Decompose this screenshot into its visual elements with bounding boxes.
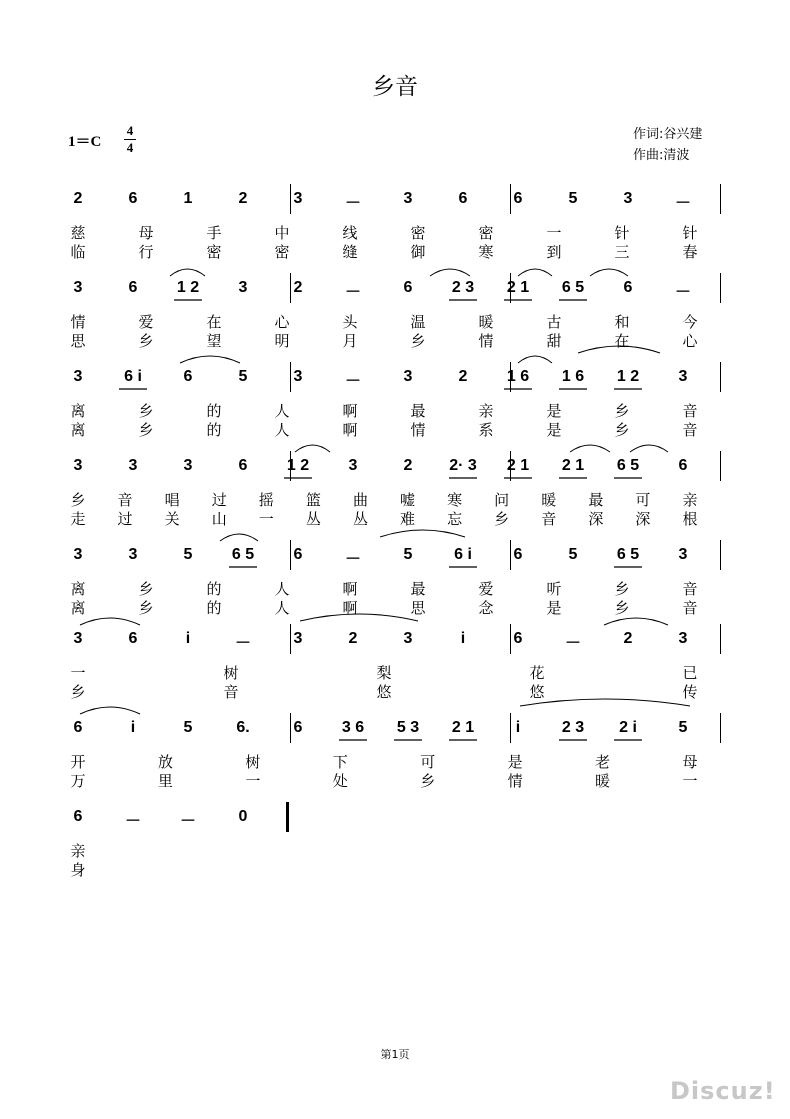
lyric-1: 密 <box>410 224 426 242</box>
slur <box>170 269 205 276</box>
note: 2 <box>403 457 413 474</box>
lyric-1: 开 <box>70 753 86 771</box>
note: 6 <box>513 190 523 207</box>
slur <box>630 445 668 452</box>
note: 6. <box>236 719 250 736</box>
lyric-2: 密 <box>206 243 222 261</box>
note: － <box>674 195 692 212</box>
lyric-1: 乡 <box>70 491 86 509</box>
lyric-1: 啊 <box>342 580 358 598</box>
lyric-1: 最 <box>588 491 604 509</box>
note: 0 <box>238 808 248 825</box>
lyric-2: 一 <box>258 510 274 528</box>
lyric-2: 丛 <box>305 510 321 528</box>
lyric-1: 树 <box>245 753 261 771</box>
lyric-2: 啊 <box>342 599 358 617</box>
lyric-1: 下 <box>332 753 348 771</box>
slur <box>518 356 552 363</box>
note: 6 <box>623 279 633 296</box>
note: 3 <box>678 368 688 385</box>
lyric-1: 音 <box>117 491 133 509</box>
lyric-1: 老 <box>595 753 611 771</box>
time-signature-top: 4 <box>126 123 134 138</box>
lyric-1: 爱 <box>478 580 494 598</box>
lyric-1: 梨 <box>376 664 392 682</box>
lyric-1: 已 <box>682 664 698 682</box>
lyric-2: 离 <box>70 599 86 617</box>
note: 3 <box>348 457 358 474</box>
note: 2· 3 <box>449 457 477 474</box>
note: 1 6 <box>561 368 585 385</box>
note: － <box>344 373 362 390</box>
lyric-2: 思 <box>410 599 426 617</box>
note: 6 <box>73 808 83 825</box>
lyric-2: 传 <box>682 683 698 701</box>
note: 2 1 <box>561 457 585 474</box>
note: 1 <box>183 190 193 207</box>
note: 3 <box>183 457 193 474</box>
slur <box>570 445 610 452</box>
lyric-1: 树 <box>223 664 239 682</box>
lyric-1: 乡 <box>138 580 154 598</box>
lyric-2: 忘 <box>447 510 463 528</box>
note: 2 <box>293 279 303 296</box>
note: 6 <box>513 630 523 647</box>
lyric-1: 母 <box>682 753 698 771</box>
note: 5 <box>183 546 193 563</box>
lyric-2: 望 <box>206 332 222 350</box>
lyric-1: 听 <box>546 580 562 598</box>
slur <box>80 618 140 625</box>
lyric-1: 的 <box>206 402 222 420</box>
lyric-2: 深 <box>635 510 651 528</box>
lyric-2: 乡 <box>70 683 86 701</box>
note: 6 5 <box>616 457 640 474</box>
lyric-1: 曲 <box>352 491 368 509</box>
lyric-2: 乡 <box>410 332 426 350</box>
note: 1 2 <box>286 457 310 474</box>
note: 3 <box>403 190 413 207</box>
slur <box>80 707 140 714</box>
note: － <box>674 284 692 301</box>
note: 2 1 <box>506 457 530 474</box>
lyric-2: 处 <box>332 772 348 790</box>
lyric-2: 关 <box>164 510 180 528</box>
watermark: Discuz! <box>670 1077 776 1105</box>
slur <box>518 269 552 276</box>
lyric-1: 的 <box>206 580 222 598</box>
lyric-1: 音 <box>682 402 698 420</box>
lyric-1: 乡 <box>614 580 630 598</box>
lyric-1: 嘘 <box>400 491 416 509</box>
lyric-1: 亲 <box>70 842 86 860</box>
lyric-2: 过 <box>117 510 133 528</box>
note: 6 <box>73 719 83 736</box>
slur <box>380 530 465 537</box>
key-label: 1＝C <box>68 134 102 150</box>
lyric-1: 是 <box>546 402 562 420</box>
lyric-1: 慈 <box>70 224 86 242</box>
lyric-2: 根 <box>682 510 698 528</box>
note: － <box>124 813 142 830</box>
lyric-2: 啊 <box>342 421 358 439</box>
lyricist-credit: 作词:谷兴建 <box>633 127 703 142</box>
lyric-1: 可 <box>420 753 436 771</box>
lyric-2: 缝 <box>342 243 358 261</box>
note: 3 <box>403 630 413 647</box>
song-title: 乡音 <box>372 74 418 100</box>
note: 5 <box>183 719 193 736</box>
lyric-2: 到 <box>546 243 562 261</box>
slur <box>180 356 240 363</box>
lyric-1: 乡 <box>614 402 630 420</box>
lyric-1: 一 <box>546 224 562 242</box>
lyric-2: 是 <box>546 421 562 439</box>
note: 6 <box>403 279 413 296</box>
lyric-1: 温 <box>410 313 426 331</box>
lyric-2: 的 <box>206 421 222 439</box>
lyric-1: 暖 <box>478 313 494 331</box>
lyric-2: 月 <box>342 332 358 350</box>
lyric-1: 唱 <box>164 491 180 509</box>
note: 3 <box>293 368 303 385</box>
lyric-2: 难 <box>400 510 416 528</box>
slur <box>590 269 628 276</box>
slur <box>604 618 668 625</box>
note: 3 <box>73 546 83 563</box>
lyric-2: 的 <box>206 599 222 617</box>
lyric-1: 最 <box>410 580 426 598</box>
note: 6 <box>513 546 523 563</box>
note: － <box>179 813 197 830</box>
lyric-1: 亲 <box>478 402 494 420</box>
lyric-2: 里 <box>157 772 173 790</box>
note: 3 <box>128 546 138 563</box>
lyric-1: 爱 <box>138 313 154 331</box>
lyric-2: 情 <box>507 772 523 790</box>
note: 1 2 <box>176 279 200 296</box>
note: 2 1 <box>451 719 475 736</box>
lyric-2: 乡 <box>420 772 436 790</box>
lyric-2: 情 <box>478 332 494 350</box>
note: i <box>185 630 191 647</box>
lyric-1: 手 <box>206 224 222 242</box>
note: 6 <box>238 457 248 474</box>
lyric-1: 古 <box>546 313 562 331</box>
lyric-2: 音 <box>682 599 698 617</box>
lyric-1: 一 <box>70 664 86 682</box>
lyric-2: 深 <box>588 510 604 528</box>
lyric-2: 乡 <box>494 510 510 528</box>
lyric-2: 乡 <box>138 421 154 439</box>
note: 2 3 <box>451 279 475 296</box>
lyric-1: 啊 <box>342 402 358 420</box>
lyric-1: 人 <box>274 580 290 598</box>
note: 5 <box>238 368 248 385</box>
lyric-2: 乡 <box>614 421 630 439</box>
lyric-1: 情 <box>70 313 86 331</box>
note: 3 <box>623 190 633 207</box>
lyric-1: 乡 <box>138 402 154 420</box>
note: 6 <box>128 279 138 296</box>
lyric-1: 离 <box>70 402 86 420</box>
lyric-2: 悠 <box>376 683 392 701</box>
note: 6 5 <box>561 279 585 296</box>
lyric-2: 一 <box>245 772 261 790</box>
lyric-2: 音 <box>682 421 698 439</box>
slur <box>578 346 660 353</box>
note: － <box>344 284 362 301</box>
note: 3 <box>128 457 138 474</box>
note: 2 <box>623 630 633 647</box>
time-signature-bottom: 4 <box>126 140 134 155</box>
lyric-2: 行 <box>138 243 154 261</box>
lyric-1: 可 <box>635 491 651 509</box>
note: － <box>234 635 252 652</box>
note: 5 <box>568 546 578 563</box>
lyric-2: 人 <box>274 599 290 617</box>
note: 3 <box>238 279 248 296</box>
lyric-2: 人 <box>274 421 290 439</box>
note: 6 <box>293 546 303 563</box>
lyric-2: 悠 <box>529 683 545 701</box>
note: 6 <box>128 630 138 647</box>
note: 2 <box>73 190 83 207</box>
note: 3 <box>73 279 83 296</box>
note: 3 <box>403 368 413 385</box>
lyric-1: 密 <box>478 224 494 242</box>
lyric-1: 和 <box>614 313 630 331</box>
lyric-2: 临 <box>70 243 86 261</box>
lyric-2: 暖 <box>595 772 611 790</box>
slur <box>220 534 258 541</box>
slur <box>520 699 690 706</box>
lyric-1: 放 <box>157 753 173 771</box>
lyric-2: 心 <box>682 332 698 350</box>
lyric-2: 音 <box>223 683 239 701</box>
lyric-2: 明 <box>274 332 290 350</box>
lyric-1: 问 <box>494 491 510 509</box>
lyric-2: 丛 <box>352 510 368 528</box>
note: 5 3 <box>396 719 420 736</box>
note: 2 1 <box>506 279 530 296</box>
lyric-1: 过 <box>211 491 227 509</box>
note: 3 <box>293 630 303 647</box>
lyric-2: 三 <box>614 243 630 261</box>
lyric-1: 最 <box>410 402 426 420</box>
lyric-1: 心 <box>274 313 290 331</box>
note: 3 <box>73 630 83 647</box>
lyric-1: 在 <box>206 313 222 331</box>
lyric-2: 念 <box>478 599 494 617</box>
note: 3 <box>293 190 303 207</box>
lyric-1: 暖 <box>541 491 557 509</box>
note: 6 i <box>454 546 472 563</box>
lyric-2: 音 <box>541 510 557 528</box>
note: 6 5 <box>616 546 640 563</box>
note: 2 i <box>619 719 637 736</box>
composer-credit: 作曲:清波 <box>633 148 690 163</box>
lyric-2: 离 <box>70 421 86 439</box>
slur <box>300 614 418 621</box>
lyric-2: 系 <box>478 421 494 439</box>
lyric-2: 情 <box>410 421 426 439</box>
note: － <box>344 551 362 568</box>
lyric-2: 一 <box>682 772 698 790</box>
lyric-2: 乡 <box>614 599 630 617</box>
note: － <box>564 635 582 652</box>
lyric-1: 线 <box>342 224 358 242</box>
note: 6 5 <box>231 546 255 563</box>
note: 3 <box>73 368 83 385</box>
lyric-1: 今 <box>682 313 698 331</box>
lyric-2: 是 <box>546 599 562 617</box>
note: 5 <box>568 190 578 207</box>
note: － <box>344 195 362 212</box>
lyric-1: 人 <box>274 402 290 420</box>
lyric-1: 母 <box>138 224 154 242</box>
lyric-1: 针 <box>614 224 630 242</box>
lyric-2: 御 <box>410 243 426 261</box>
note: 1 2 <box>616 368 640 385</box>
note: 2 <box>458 368 468 385</box>
note: 5 <box>678 719 688 736</box>
slur <box>295 445 330 452</box>
note: 6 <box>458 190 468 207</box>
note: 6 <box>128 190 138 207</box>
lyric-1: 音 <box>682 580 698 598</box>
lyric-1: 篮 <box>305 491 321 509</box>
lyric-1: 离 <box>70 580 86 598</box>
lyric-1: 头 <box>342 313 358 331</box>
note: 6 <box>678 457 688 474</box>
lyric-2: 甜 <box>546 332 562 350</box>
lyric-2: 春 <box>682 243 698 261</box>
note: 2 3 <box>561 719 585 736</box>
lyric-1: 亲 <box>682 491 698 509</box>
lyric-2: 乡 <box>138 332 154 350</box>
lyric-1: 寒 <box>447 491 463 509</box>
note: i <box>130 719 136 736</box>
lyric-2: 在 <box>614 332 630 350</box>
lyric-2: 乡 <box>138 599 154 617</box>
lyric-2: 走 <box>70 510 86 528</box>
lyric-2: 山 <box>211 510 227 528</box>
note: 3 <box>678 630 688 647</box>
note: 3 <box>678 546 688 563</box>
lyric-2: 寒 <box>478 243 494 261</box>
lyric-1: 是 <box>507 753 523 771</box>
note: 3 <box>73 457 83 474</box>
lyric-1: 摇 <box>258 491 274 509</box>
note: 1 6 <box>506 368 530 385</box>
slur <box>430 269 470 276</box>
page-number: 第1页 <box>380 1048 410 1061</box>
note: 2 <box>348 630 358 647</box>
lyric-1: 中 <box>274 224 290 242</box>
lyric-2: 密 <box>274 243 290 261</box>
note: 6 <box>183 368 193 385</box>
note: 2 <box>238 190 248 207</box>
lyric-1: 针 <box>682 224 698 242</box>
note: 6 <box>293 719 303 736</box>
note: 6 i <box>124 368 142 385</box>
lyric-2: 万 <box>70 772 86 790</box>
note: i <box>515 719 521 736</box>
note: 3 6 <box>341 719 365 736</box>
lyric-1: 花 <box>529 664 545 682</box>
note: 5 <box>403 546 413 563</box>
lyric-2: 思 <box>70 332 86 350</box>
note: i <box>460 630 466 647</box>
lyric-2: 身 <box>70 861 86 879</box>
